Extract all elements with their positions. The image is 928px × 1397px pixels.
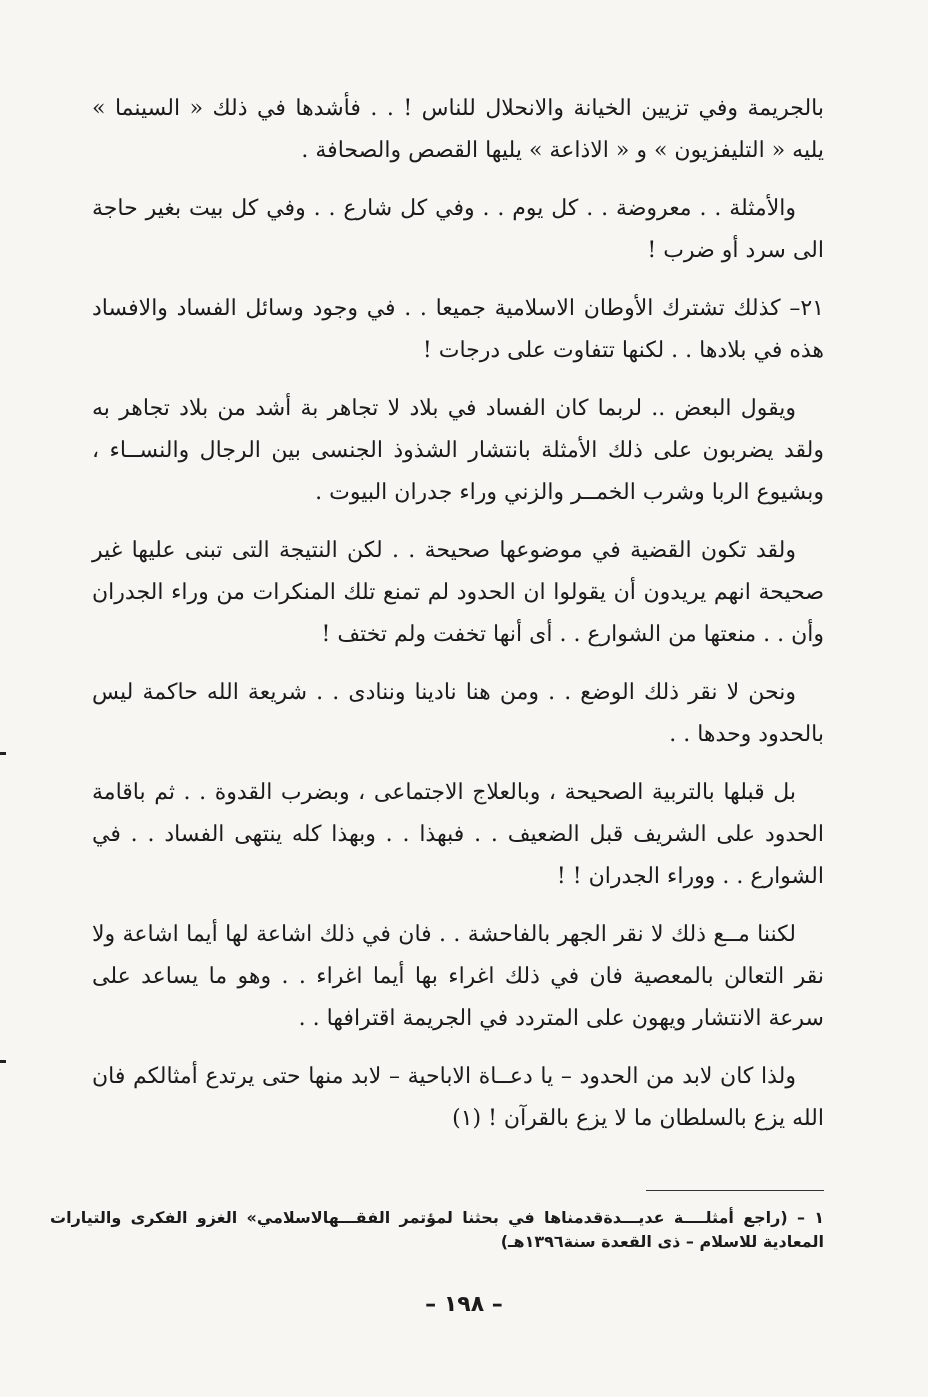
paragraph-6: ونحن لا نقر ذلك الوضع . . ومن هنا نادينا وننادى . . شريعة الله حاكمة ليس بالحدود وحدها . . (92, 680, 824, 747)
main-text (92, 88, 824, 1156)
paragraph-1: بالجريمة وفي تزيين الخيانة والانحلال للناس ! . . فأشدها في ذلك « السينما » يليه « التليفزيون » و « الاذاعة » يليها القصص والصحافة . (92, 96, 824, 163)
scan-margin-mark (0, 1060, 6, 1063)
paragraph-7: بل قبلها بالتربية الصحيحة ، وبالعلاج الاجتماعى ، وبضرب القدوة . . ثم باقامة الحدود على الشريف قبل الضعيف . . فبهذا . . وبهذا كله ينتهى الفساد . . في الشوارع . . ووراء الجدران ! ! (92, 780, 824, 889)
paragraph-8: لكننا مــع ذلك لا نقر الجهر بالفاحشة . . فان في ذلك اشاعة لها أيما اشاعة ولا نقر التعالن بالمعصية فان في ذلك اغراء بها أيما اغراء . . وهو ما يساعد على سرعة الانتشار ويهون على المتردد في الجريمة اقترافها . . (92, 922, 824, 1031)
footnote: ١ – (راجع أمثلــــة عديـــدةقدمناها في بحثنا لمؤتمر الفقـــهالاسلامي» الغزو الفكرى والتيارات المعادية للاسلام – ذى القعدة سنة١٣٩٦هـ) (50, 1208, 824, 1251)
paragraph-5: ولقد تكون القضية في موضوعها صحيحة . . لكن النتيجة التى تبنى عليها غير صحيحة انهم يريدون أن يقولوا ان الحدود لم تمنع تلك المنكرات من وراء الجدران وأن . . منعتها من الشوارع . . أى أنها تخفت ولم تختف ! (92, 538, 824, 647)
paragraph-4: ويقول البعض .. لربما كان الفساد في بلاد لا تجاهر بة أشد من بلاد تجاهر به ولقد يضربون على ذلك الأمثلة بانتشار الشذوذ الجنسى بين الرجال والنســاء ، وبشيوع الربا وشرب الخمــر والزني وراء جدران البيوت . (92, 396, 824, 505)
paragraph-9: ولذا كان لابد من الحدود – يا دعــاة الاباحية – لابد منها حتى يرتدع أمثالكم فان الله يزع بالسلطان ما لا يزع بالقرآن ! (١) (92, 1064, 824, 1131)
paragraph-3-numbered-21: ٢١– كذلك تشترك الأوطان الاسلامية جميعا . . في وجود وسائل الفساد والافساد هذه في بلادها . . لكنها تتفاوت على درجات ! (92, 296, 824, 363)
page-number: – ١٩٨ – (425, 1292, 503, 1317)
scan-margin-mark (0, 752, 6, 755)
paragraph-2: والأمثلة . . معروضة . . كل يوم . . وفي كل شارع . . وفي كل بيت بغير حاجة الى سرد أو ضرب ! (92, 196, 824, 263)
footnote-divider (646, 1190, 824, 1191)
